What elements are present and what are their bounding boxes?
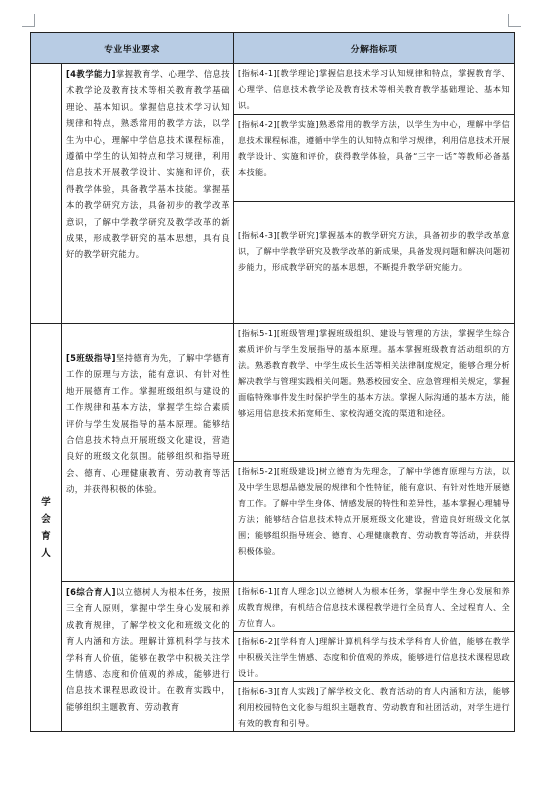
- crop-mark-top-left: [22, 14, 35, 27]
- requirement-cell: [62, 64, 234, 324]
- requirement-text: 以立德树人为根本任务，按照三全育人原则，掌握中学生身心发展和养成教育规律，了解学校文化和班级文化的育人内涵和方法。理解计算机科学与技术学科育人价值，能够在教学中积极关注学生情感、态度和价值观的养成，能够进行信息技术课程思政设计。在教育实践中，能够组织主题教育、劳动教育: [66, 587, 231, 712]
- table-row: [31, 582, 515, 632]
- requirement-text: 坚持德育为先，了解中学德育工作的原理与方法，能有意识、有针对性地开展德育工作。掌握班级组织与建设的工作规律和基本方法，掌握学生综合素质评价与学生发展指导的基本原理。能够结合信息技术特点开展班级文化建设，营造良好的班级文化氛围。能够组织和指导班会、德育、心理健康教育、劳动教育等活动，并获得积极的体验。: [66, 353, 231, 495]
- table-header-row: [31, 33, 515, 64]
- indicator-cell: [指标5-2][班级建设]树立德育为先理念，了解中学德育原理与方法，以及中学生思想品德发展的规律和个性特征，能有意识、有针对性地开展德育工作。了解中学生身体、情感发展的特性和差异性，基本掌握心理辅导方法；能够结合信息技术特点开展班级文化建设，营造良好班级文化氛围；能够组织指导班会、德育、心理健康教育、劳动教育等活动，并获得积极体验。: [234, 462, 515, 582]
- requirement-text: 掌握教育学、心理学、信息技术教学论及教育技术等相关教育教学基础理论、基本知识。掌握信息技术学习认知规律和特点，熟悉常用的教学方法，以学生为中心，理解中学信息技术课程标准，遵循中学生的认知特点和学习规律，利用信息技术开展教学设计、实施和评价，获得教学体验，具备教学基本技能。掌握基本的教学研究方法，具备初步的教学改革意识，了解中学教学研究及教学改革的新成果，形成教学研究的基本思想，具有良好的教学研究能力。: [66, 69, 231, 260]
- requirement-title: [6综合育人]: [66, 587, 116, 597]
- table-row: [31, 64, 515, 115]
- crop-mark-top-right: [508, 14, 521, 27]
- header-requirement: 专业毕业要求: [31, 33, 234, 64]
- requirement-cell: [62, 324, 234, 582]
- table-row: [31, 324, 515, 462]
- indicator-cell: [指标6-3][育人实践]了解学校文化、教育活动的育人内涵和方法，能够利用校园特色文化参与组织主题教育、劳动教育和社团活动，对学生进行有效的教育和引导。: [234, 682, 515, 732]
- requirement-title: [5班级指导]: [66, 353, 116, 363]
- header-indicator: 分解指标项: [234, 33, 515, 64]
- category-cell: [31, 64, 62, 324]
- requirement-cell: [62, 582, 234, 732]
- indicator-cell: [指标4-1][教学理论]掌握信息技术学习认知规律和特点，掌握教育学、心理学、信息技术教学论及教育技术等相关教育教学基础理论、基本知识。: [234, 64, 515, 115]
- requirement-title: [4教学能力]: [66, 69, 116, 79]
- indicator-cell: [指标4-2][教学实施]熟悉常用的教学方法，以学生为中心，理解中学信息技术课程标准，遵循中学生的认知特点和学习规律，利用信息技术开展教学设计、实施和评价，获得教学体验，具备“三字一话”等教师必备基本技能。: [234, 115, 515, 202]
- category-cell: 学会育人: [31, 324, 62, 732]
- indicator-cell: [指标6-1][育人理念]以立德树人为根本任务，掌握中学生身心发展和养成教育规律，有机结合信息技术课程教学进行全员育人、全过程育人、全方位育人。: [234, 582, 515, 632]
- indicator-cell: [指标6-2][学科育人]理解计算机科学与技术学科育人价值，能够在教学中积极关注学生情感、态度和价值观的养成，能够进行信息技术课程思政设计。: [234, 632, 515, 682]
- indicator-cell: [指标4-3][教学研究]掌握基本的教学研究方法，具备初步的教学改革意识，了解中学教学研究及教学改革的新成果，具备发现问题和解决问题初步能力，形成教学研究的基本思想，不断提升教学研究能力。: [234, 202, 515, 324]
- indicator-cell: [指标5-1][班级管理]掌握班级组织、建设与管理的方法，掌握学生综合素质评价与学生发展指导的基本原理。基本掌握班级教育活动组织的方法。熟悉教育教学、中学生成长生活等相关法律制度规定，能够合理分析解决教学与管理实践相关问题。熟悉校园安全、应急管理相关规定，掌握面临特殊事件发生时保护学生的基本方法。掌握人际沟通的基本方法，能够运用信息技术拓宽师生、家校沟通交流的渠道和途径。: [234, 324, 515, 462]
- graduation-requirements-table: [30, 32, 515, 732]
